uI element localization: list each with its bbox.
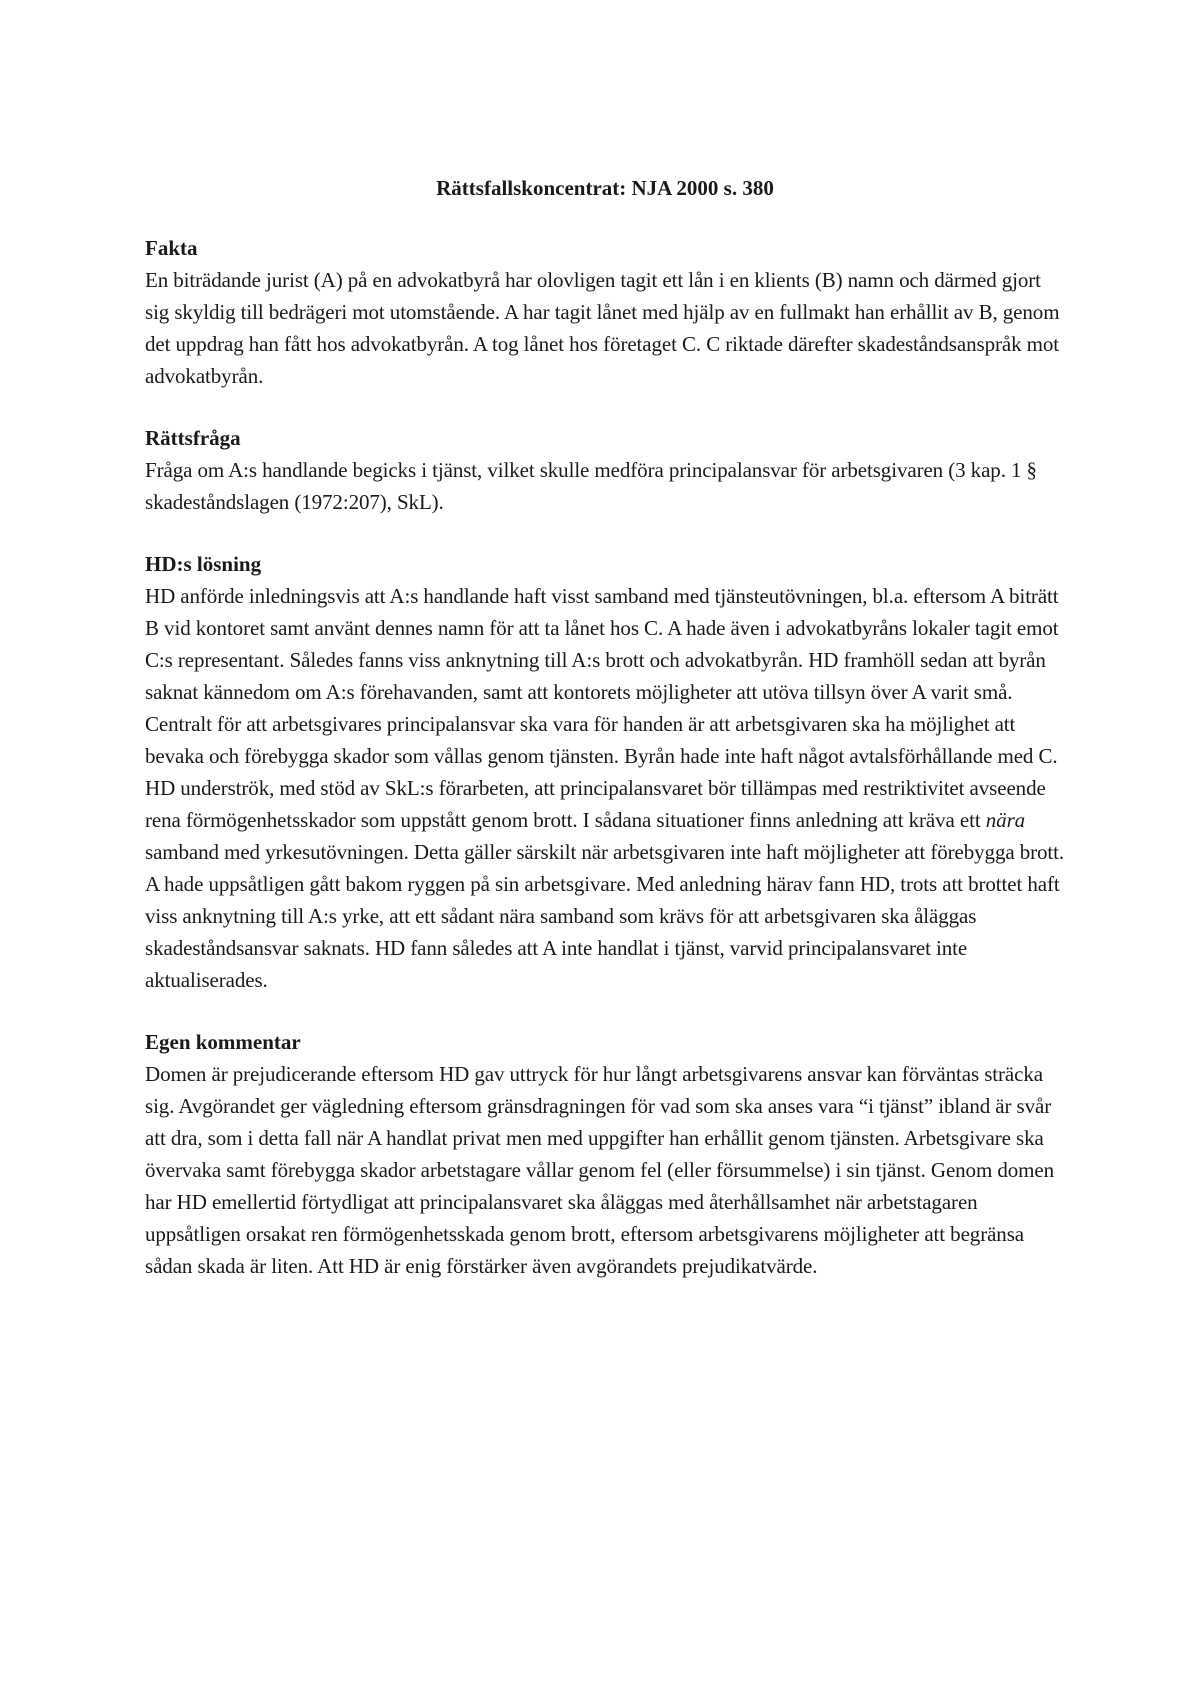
section-body-hd-losning xyxy=(145,580,1065,996)
losning-text-part-2: samband med yrkesutövningen. Detta gäller särskilt när arbetsgivaren inte haft möjligheter att förebygga brott. A hade uppsåtligen gått bakom ryggen på sin arbetsgivare. Med anledning härav fann HD, trots att brottet haft viss anknytning till A:s yrke, att ett sådant nära samband som krävs för att arbetsgivaren ska åläggas skadeståndsansvar saknats. HD fann således att A inte handlat i tjänst, varvid principalansvaret inte aktualiserades. xyxy=(145,840,1065,992)
section-body-rattsfraga: Fråga om A:s handlande begicks i tjänst, vilket skulle medföra principalansvar för arbetsgivaren (3 kap. 1 § skadeståndslagen (1972:207), SkL). xyxy=(145,458,1037,514)
section-heading-egen-kommentar: Egen kommentar xyxy=(145,1030,301,1054)
section-body-fakta: En biträdande jurist (A) på en advokatbyrå har olovligen tagit ett lån i en klients (B) namn och därmed gjort sig skyldig till bedrägeri mot utomstående. A har tagit lånet med hjälp av en fullmakt han erhållit av B, genom det uppdrag han fått hos advokatbyrån. A tog lånet hos företaget C. C riktade därefter skadeståndsanspråk mot advokatbyrån. xyxy=(145,268,1060,388)
section-egen-kommentar xyxy=(145,1026,1065,1282)
document-title: Rättsfallskoncentrat: NJA 2000 s. 380 xyxy=(436,176,774,200)
section-heading-fakta: Fakta xyxy=(145,236,198,260)
losning-text-part-1: HD anförde inledningsvis att A:s handlande haft visst samband med tjänsteutövningen, bl.a. eftersom A biträtt B vid kontoret samt använt dennes namn för att ta lånet hos C. A hade även i advokatbyråns lokaler tagit emot C:s representant. Således fanns viss anknytning till A:s brott och advokatbyrån. HD framhöll sedan att byrån saknat kännedom om A:s förehavanden, samt att kontorets möjligheter att utöva tillsyn över A varit små. Centralt för att arbetsgivares principalansvar ska vara för handen är att arbetsgivaren ska ha möjlighet att bevaka och förebygga skador som vållas genom tjänsten. Byrån hade inte haft något avtalsförhållande med C. HD underströk, med stöd av SkL:s förarbeten, att principalansvaret bör tillämpas med restriktivitet avseende rena förmögenhetsskador som uppstått genom brott. I sådana situationer finns anledning att kräva ett xyxy=(145,584,1059,832)
section-heading-rattsfraga: Rättsfråga xyxy=(145,426,241,450)
document-content xyxy=(145,172,1065,1312)
section-hd-losning xyxy=(145,548,1065,996)
section-fakta xyxy=(145,232,1065,392)
losning-italic-word: nära xyxy=(985,808,1026,832)
section-rattsfraga xyxy=(145,422,1065,518)
section-body-egen-kommentar: Domen är prejudicerande eftersom HD gav uttryck för hur långt arbetsgivarens ansvar kan förväntas sträcka sig. Avgörandet ger vägledning eftersom gränsdragningen för vad som ska anses vara “i tjänst” ibland är svår att dra, som i detta fall när A handlat privat men med uppgifter han erhållit genom tjänsten. Arbetsgivare ska övervaka samt förebygga skador arbetstagare vållar genom fel (eller försummelse) i sin tjänst. Genom domen har HD emellertid förtydligat att principalansvaret ska åläggas med återhållsamhet när arbetstagaren uppsåtligen orsakat ren förmögenhetsskada genom brott, eftersom arbetsgivarens möjligheter att begränsa sådan skada är liten. Att HD är enig förstärker även avgörandets prejudikatvärde. xyxy=(145,1062,1055,1278)
section-heading-hd-losning: HD:s lösning xyxy=(145,552,262,576)
